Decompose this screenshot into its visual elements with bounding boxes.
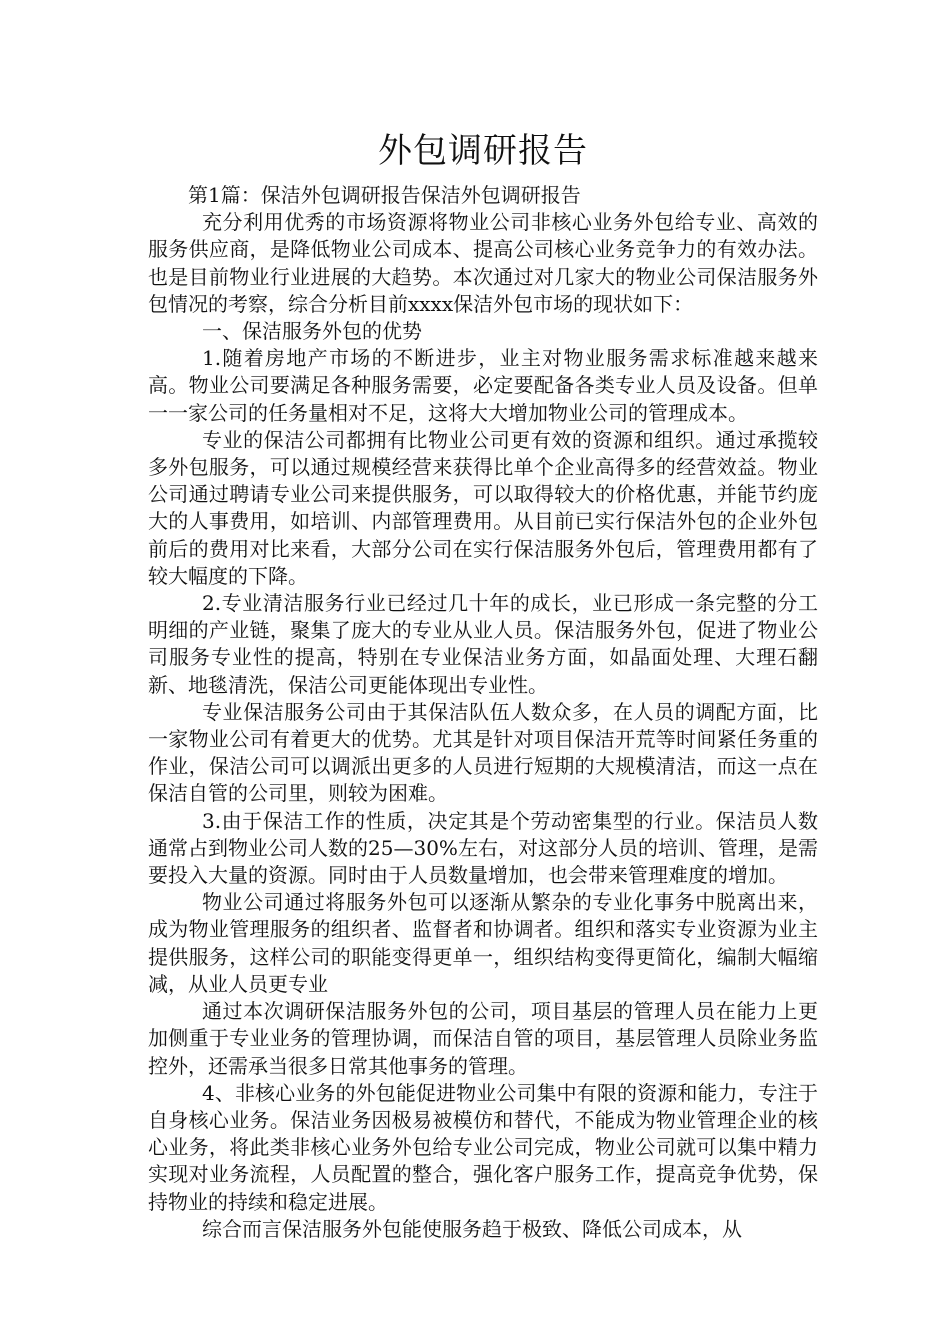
paragraph-point-3-detail: 物业公司通过将服务外包可以逐渐从繁杂的专业化事务中脱离出来，成为物业管理服务的组织者、监督者和协调者。组织和落实专业资源为业主提供服务，这样公司的职能变得更单一，组织结构变得更简化，编制大幅缩减，从业人员更专业 [148,890,818,996]
paragraph-point-4: 4、非核心业务的外包能促进物业公司集中有限的资源和能力，专注于自身核心业务。保洁业务因极易被模仿和替代，不能成为物业管理企业的核心业务，将此类非核心业务外包给专业公司完成，物业公司就可以集中精力实现对业务流程，人员配置的整合，强化客户服务工作，提高竞争优势，保持物业的持续和稳定进展。 [148,1080,818,1214]
document-title: 外包调研报告 [378,131,588,171]
paragraph-point-2: 2.专业清洁服务行业已经过几十年的成长，业已形成一条完整的分工明细的产业链，聚集了庞大的专业从业人员。保洁服务外包，促进了物业公司服务专业性的提高，特别在专业保洁业务方面，如晶面处理、大理石翻新、地毯清洗，保洁公司更能体现出专业性。 [148,591,818,697]
document-body [148,128,818,1243]
paragraph-survey-finding: 通过本次调研保洁服务外包的公司，项目基层的管理人员在能力上更加侧重于专业业务的管理协调，而保洁自管的项目，基层管理人员除业务监控外，还需承当很多日常其他事务的管理。 [148,999,818,1078]
paragraph-point-3: 3.由于保洁工作的性质，决定其是个劳动密集型的行业。保洁员人数通常占到物业公司人数的25—30%左右，对这部分人员的培训、管理，是需要投入大量的资源。同时由于人员数量增加，也会带来管理难度的增加。 [148,808,818,888]
paragraph-point-2-detail: 专业保洁服务公司由于其保洁队伍人数众多，在人员的调配方面，比一家物业公司有着更大的优势。尤其是针对项目保洁开荒等时间紧任务重的作业，保洁公司可以调派出更多的人员进行短期的大规模清洁，而这一点在保洁自管的公司里，则较为困难。 [148,699,818,806]
paragraph-point-1: 1.随着房地产市场的不断进步，业主对物业服务需求标准越来越来高。物业公司要满足各种服务需要，必定要配备各类专业人员及设备。但单一一家公司的任务量相对不足，这将大大增加物业公司的管理成本。 [148,346,818,425]
section-heading-advantages: 一、保洁服务外包的优势 [202,319,422,344]
paragraph-point-1-detail: 专业的保洁公司都拥有比物业公司更有效的资源和组织。通过承揽较多外包服务，可以通过规模经营来获得比单个企业高得多的经营效益。物业公司通过聘请专业公司来提供服务，可以取得较大的价格优惠，并能节约庞大的人事费用，如培训、内部管理费用。从目前已实行保洁外包的企业外包前后的费用对比来看，大部分公司在实行保洁服务外包后，管理费用都有了较大幅度的下降。 [148,427,818,588]
paragraph-summary: 综合而言保洁服务外包能使服务趋于极致、降低公司成本，从 [202,1216,742,1241]
article-heading: 第1篇：保洁外包调研报告保洁外包调研报告 [188,183,581,207]
paragraph-intro: 充分利用优秀的市场资源将物业公司非核心业务外包给专业、高效的服务供应商，是降低物业公司成本、提高公司核心业务竞争力的有效办法。也是目前物业行业进展的大趋势。本次通过对几家大的物业公司保洁服务外包情况的考察，综合分析目前xxxx保洁外包市场的现状如下： [148,210,818,316]
